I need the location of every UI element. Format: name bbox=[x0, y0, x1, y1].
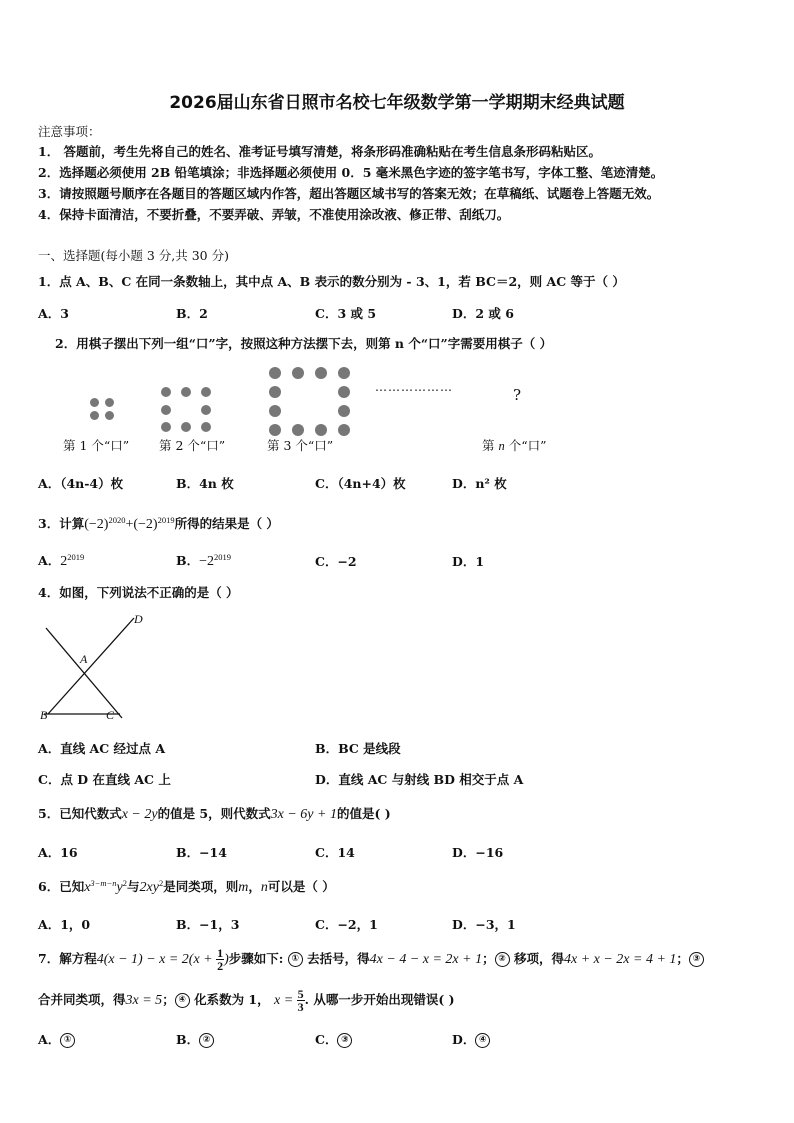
kou-pattern-figure bbox=[55, 360, 558, 454]
q6-option-b[interactable]: B．−1，3 bbox=[176, 917, 240, 932]
chess-piece bbox=[181, 422, 191, 432]
question-4-text: 4．如图，下列说法不正确的是（ ） bbox=[38, 585, 239, 600]
q4-option-d[interactable]: D．直线 AC 与射线 BD 相交于点 A bbox=[315, 772, 524, 787]
chess-piece bbox=[292, 367, 304, 379]
chess-piece bbox=[161, 387, 171, 397]
q4-option-b[interactable]: B．BC 是线段 bbox=[315, 741, 401, 756]
chess-piece bbox=[269, 386, 281, 398]
chess-piece bbox=[338, 367, 350, 379]
q7-option-a[interactable]: A． ① bbox=[38, 1030, 75, 1048]
circled-2-icon: ② bbox=[199, 1033, 214, 1048]
q1-option-a[interactable]: A．3 bbox=[38, 306, 69, 321]
q5-option-b[interactable]: B．−14 bbox=[176, 845, 227, 860]
chess-piece bbox=[201, 405, 211, 415]
question-5-text: 5．已知代数式x − 2y的值是 5，则代数式3x − 6y + 1的值是( ) bbox=[38, 806, 391, 822]
label-d: D bbox=[134, 612, 143, 626]
chess-piece bbox=[338, 386, 350, 398]
fraction-five-thirds: $\frac{5}{3}$ bbox=[297, 987, 304, 1014]
ray-bd bbox=[48, 618, 134, 714]
q4-option-a[interactable]: A．直线 AC 经过点 A bbox=[38, 741, 166, 756]
circled-1-icon: ① bbox=[60, 1033, 75, 1048]
chess-piece bbox=[292, 424, 304, 436]
caption-1: 第 1 个“口” bbox=[63, 438, 130, 453]
question-7-line-1: 7．解方程4(x − 1) − x = 2(x + $\frac{1}{2}$ )步骤如下: ① 去括号，得4x − 4 − x = 2x + 1； ② 移项，得4x + x − 2x = 4 + 1； ③ bbox=[38, 944, 704, 974]
page-title: 2026届山东省日照市名校七年级数学第一学期期末经典试题 bbox=[169, 93, 625, 113]
chess-piece bbox=[338, 424, 350, 436]
q1-option-d[interactable]: D．2 或 6 bbox=[452, 306, 514, 321]
q3-option-c[interactable]: C．−2 bbox=[315, 554, 357, 569]
chess-piece bbox=[201, 422, 211, 432]
chess-piece bbox=[90, 398, 99, 407]
fraction-one-half: $\frac{1}{2}$ bbox=[217, 946, 224, 973]
caption-2: 第 2 个“口” bbox=[159, 438, 226, 453]
chess-piece bbox=[181, 387, 191, 397]
question-7-line-2: 合并同类项，得3x = 5； ④ 化系数为 1， x = $\frac{5}{3}$ . 从哪一步开始出现错误( ) bbox=[38, 987, 455, 1014]
notice-item-4: 4．保持卡面清洁，不要折叠，不要弄破、弄皱，不准使用涂改液、修正带、刮纸刀。 bbox=[38, 207, 510, 222]
notice-item-3: 3．请按照题号顺序在各题目的答题区域内作答，超出答题区域书写的答案无效；在草稿纸、试题卷上答题无效。 bbox=[38, 186, 660, 201]
question-mark: ? bbox=[513, 386, 522, 404]
question-1-text: 1．点 A、B、C 在同一条数轴上，其中点 A、B 表示的数分别为 - 3、1，若 BC＝2，则 AC 等于（ ） bbox=[38, 274, 625, 289]
step-4-marker: ④ bbox=[175, 993, 190, 1008]
q2-option-b[interactable]: B．4n 枚 bbox=[176, 476, 234, 491]
q3-option-b[interactable]: B．$-2^{2019}$ bbox=[176, 551, 231, 569]
question-6-text: 6．已知$x^{3-m-n}y^2$与$2xy^2$是同类项，则m，n可以是（ ） bbox=[38, 877, 335, 895]
q3-option-d[interactable]: D．1 bbox=[452, 554, 485, 569]
q7-option-c[interactable]: C． ③ bbox=[315, 1030, 352, 1048]
q6-option-c[interactable]: C．−2，1 bbox=[315, 917, 378, 932]
q7-option-d[interactable]: D． ④ bbox=[452, 1030, 490, 1048]
q6-option-d[interactable]: D．−3，1 bbox=[452, 917, 516, 932]
label-a: A bbox=[80, 652, 88, 666]
question-3-text: 3．计算$(-2)^{2020}+(-2)^{2019}$所得的结果是（ ） bbox=[38, 514, 279, 532]
chess-piece bbox=[161, 405, 171, 415]
ellipsis: ……………… bbox=[375, 380, 453, 394]
q7-option-b[interactable]: B． ② bbox=[176, 1030, 214, 1048]
q2-option-d[interactable]: D．n² 枚 bbox=[452, 476, 507, 491]
chess-piece bbox=[105, 411, 114, 420]
q6-option-a[interactable]: A．1，0 bbox=[38, 917, 91, 932]
q5-option-c[interactable]: C．14 bbox=[315, 845, 355, 860]
circled-3-icon: ③ bbox=[337, 1033, 352, 1048]
chess-piece bbox=[338, 405, 350, 417]
notice-item-2: 2．选择题必须使用 2B 铅笔填涂；非选择题必须使用 0．5 毫米黑色字迹的签字笔书写，字体工整、笔迹清楚。 bbox=[38, 165, 664, 180]
chess-piece bbox=[315, 424, 327, 436]
line-ac bbox=[46, 628, 122, 718]
q4-option-c[interactable]: C．点 D 在直线 AC 上 bbox=[38, 772, 171, 787]
q5-option-a[interactable]: A．16 bbox=[38, 845, 78, 860]
chess-piece bbox=[105, 398, 114, 407]
chess-piece bbox=[161, 422, 171, 432]
chess-piece bbox=[201, 387, 211, 397]
geometry-figure bbox=[36, 610, 156, 725]
q1-option-c[interactable]: C．3 或 5 bbox=[315, 306, 377, 321]
question-2-text: 2．用棋子摆出下列一组“口”字，按照这种方法摆下去，则第 n 个“口”字需要用棋子（ ） bbox=[55, 336, 553, 351]
label-c: C bbox=[106, 708, 115, 722]
step-3-marker: ③ bbox=[689, 952, 704, 967]
chess-piece bbox=[90, 411, 99, 420]
notice-item-1: 1． 答题前，考生先将自己的姓名、准考证号填写清楚，将条形码准确粘贴在考生信息条形码粘贴区。 bbox=[38, 144, 602, 159]
chess-piece bbox=[269, 405, 281, 417]
step-2-marker: ② bbox=[495, 952, 510, 967]
circled-4-icon: ④ bbox=[475, 1033, 490, 1048]
q1-option-b[interactable]: B．2 bbox=[176, 306, 208, 321]
chess-piece bbox=[269, 367, 281, 379]
step-1-marker: ① bbox=[288, 952, 303, 967]
label-b: B bbox=[40, 708, 48, 722]
chess-piece bbox=[269, 424, 281, 436]
q3-option-a[interactable]: A．$2^{2019}$ bbox=[38, 551, 85, 569]
caption-3: 第 3 个“口” bbox=[267, 438, 334, 453]
section-heading: 一、选择题(每小题 3 分,共 30 分) bbox=[38, 248, 229, 263]
q2-option-c[interactable]: C．（4n+4）枚 bbox=[315, 476, 406, 491]
chess-piece bbox=[315, 367, 327, 379]
q2-option-a[interactable]: A．（4n-4）枚 bbox=[38, 476, 124, 491]
notice-heading: 注意事项： bbox=[38, 124, 101, 139]
caption-n: 第 n 个“口” bbox=[482, 438, 547, 453]
q5-option-d[interactable]: D．−16 bbox=[452, 845, 504, 860]
